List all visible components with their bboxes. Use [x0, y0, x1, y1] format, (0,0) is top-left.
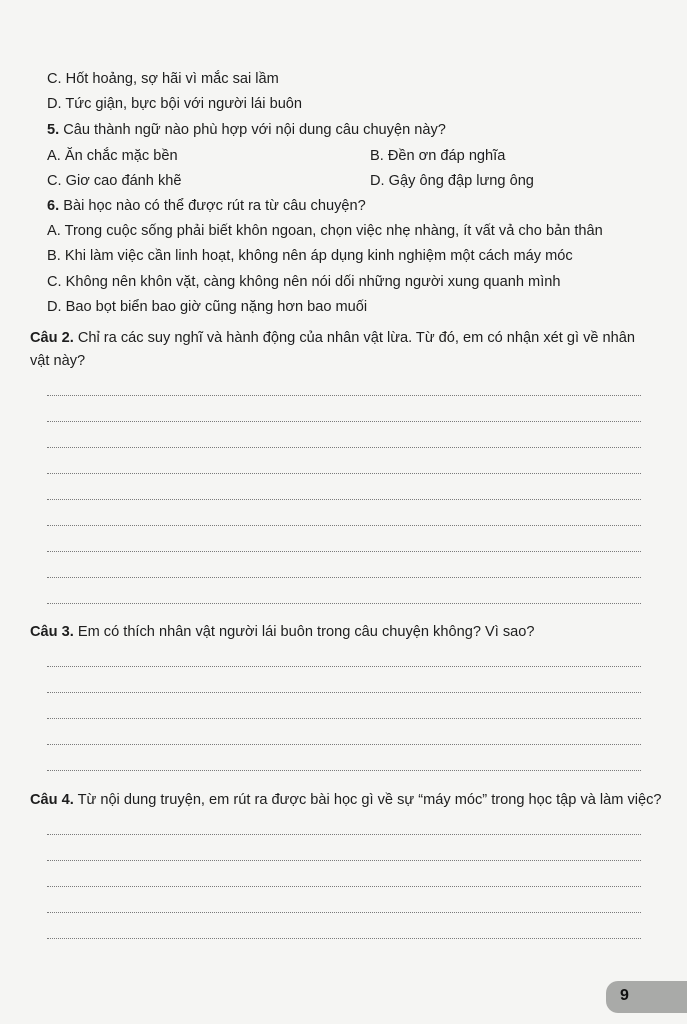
cau-2-text-line1: Chỉ ra các suy nghĩ và hành động của nhân vật lừa. Từ đó, em có nhận xét gì về nhân — [73, 330, 636, 346]
cau-3-text: Em có thích nhân vật người lái buôn trong câu chuyện không? Vì sao? — [73, 624, 535, 640]
q5-option-d: D. Gậy ông đập lưng ông — [370, 173, 534, 189]
answer-line[interactable] — [47, 692, 641, 693]
question-5-number: 5. — [47, 122, 60, 138]
answer-line[interactable] — [47, 834, 641, 835]
answer-line[interactable] — [47, 499, 641, 500]
answer-line[interactable] — [47, 603, 641, 604]
q6-option-b: B. Khi làm việc cần linh hoạt, không nên áp dụng kinh nghiệm một cách máy móc — [47, 248, 573, 264]
q6-option-c: C. Không nên khôn vặt, càng không nên nói dối những người xung quanh mình — [47, 274, 561, 290]
question-6-number: 6. — [47, 198, 60, 214]
page-number: 9 — [620, 987, 629, 1004]
answer-line[interactable] — [47, 886, 641, 887]
q5-option-c: C. Giơ cao đánh khẽ — [47, 173, 182, 189]
answer-line[interactable] — [47, 718, 641, 719]
cau-2-text-line2: vật này? — [30, 353, 86, 369]
cau-4-text: Từ nội dung truyện, em rút ra được bài học gì về sự “máy móc” trong học tập và làm việc? — [73, 792, 662, 808]
answer-line[interactable] — [47, 525, 641, 526]
q6-option-a: A. Trong cuộc sống phải biết khôn ngoan, chọn việc nhẹ nhàng, ít vất vả cho bản thân — [47, 223, 603, 239]
answer-line[interactable] — [47, 938, 641, 939]
question-5-text: Câu thành ngữ nào phù hợp với nội dung câu chuyện này? — [59, 122, 446, 138]
question-6 — [47, 197, 366, 215]
answer-line[interactable] — [47, 473, 641, 474]
cau-3-heading — [30, 623, 534, 641]
answer-line[interactable] — [47, 551, 641, 552]
q1-option-d: D. Tức giận, bực bội với người lái buôn — [47, 96, 303, 112]
page-number-tab — [606, 981, 687, 1013]
q5-option-a: A. Ăn chắc mặc bền — [47, 148, 178, 164]
question-6-text: Bài học nào có thể được rút ra từ câu chuyện? — [59, 198, 366, 214]
answer-line[interactable] — [47, 744, 641, 745]
answer-line[interactable] — [47, 666, 641, 667]
q5-option-b: B. Đền ơn đáp nghĩa — [370, 148, 506, 164]
answer-line[interactable] — [47, 447, 641, 448]
cau-4-label: Câu 4. — [30, 792, 74, 808]
answer-line[interactable] — [47, 577, 641, 578]
cau-4-heading — [30, 791, 662, 809]
answer-line[interactable] — [47, 770, 641, 771]
answer-line[interactable] — [47, 421, 641, 422]
question-5 — [47, 121, 446, 139]
answer-line[interactable] — [47, 395, 641, 396]
answer-line[interactable] — [47, 860, 641, 861]
q6-option-d: D. Bao bọt biển bao giờ cũng nặng hơn bao muối — [47, 299, 368, 315]
q1-option-c: C. Hốt hoảng, sợ hãi vì mắc sai lầm — [47, 71, 279, 87]
cau-3-label: Câu 3. — [30, 624, 74, 640]
cau-2-label: Câu 2. — [30, 330, 74, 346]
cau-2-heading — [30, 329, 635, 347]
answer-line[interactable] — [47, 912, 641, 913]
